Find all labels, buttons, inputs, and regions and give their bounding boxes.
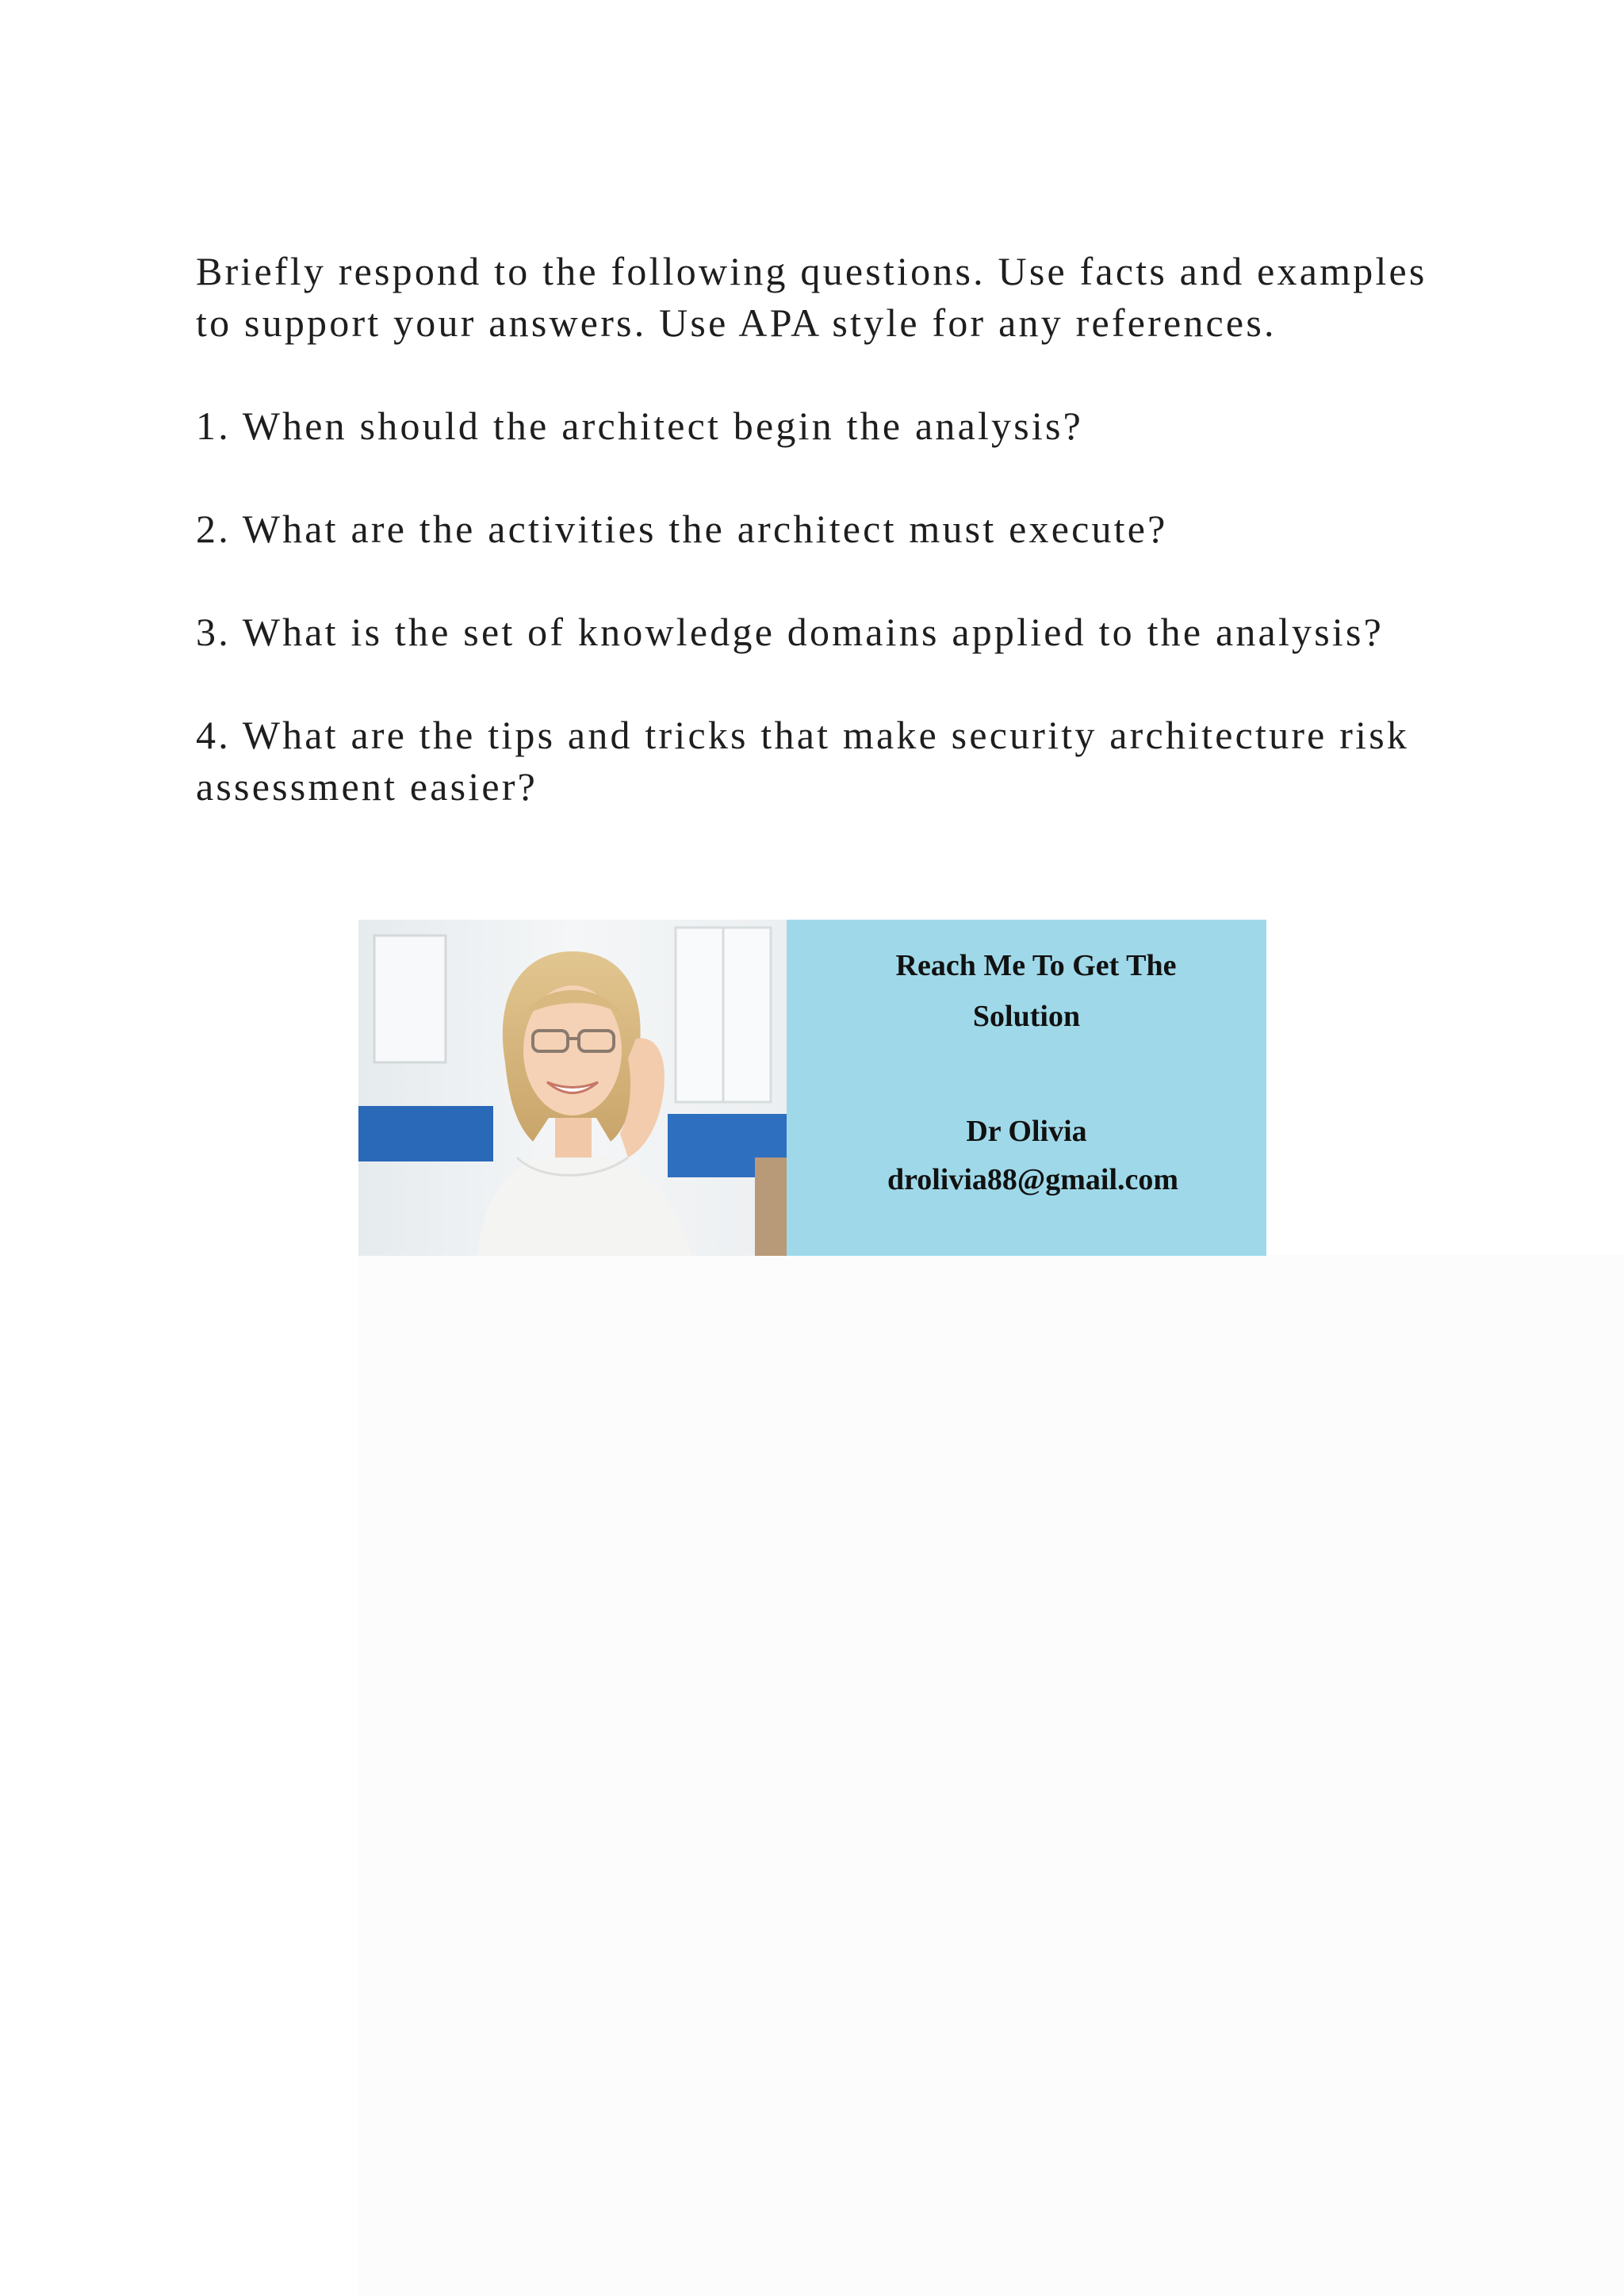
contact-banner (358, 920, 1266, 1256)
intro-paragraph: Briefly respond to the following questions. Use facts and examples to support your answers. Use APA style for any references. (196, 249, 1427, 345)
contact-card (787, 920, 1266, 1256)
blank-panel (358, 1255, 1624, 2296)
contact-heading-line2: Solution (972, 1000, 1081, 1033)
woman-photo (358, 920, 787, 1256)
contact-name: Dr Olivia (966, 1115, 1087, 1148)
contact-email[interactable]: drolivia88@gmail.com (887, 1163, 1179, 1196)
question-4: 4. What are the tips and tricks that make security architecture risk assessment easier? (196, 713, 1410, 809)
question-2: 2. What are the activities the architect must execute? (196, 507, 1168, 551)
assignment-text (196, 246, 1433, 813)
question-1: 1. When should the architect begin the analysis? (196, 404, 1084, 448)
question-3: 3. What is the set of knowledge domains applied to the analysis? (196, 610, 1385, 654)
contact-heading-line1: Reach Me To Get The (895, 949, 1177, 982)
